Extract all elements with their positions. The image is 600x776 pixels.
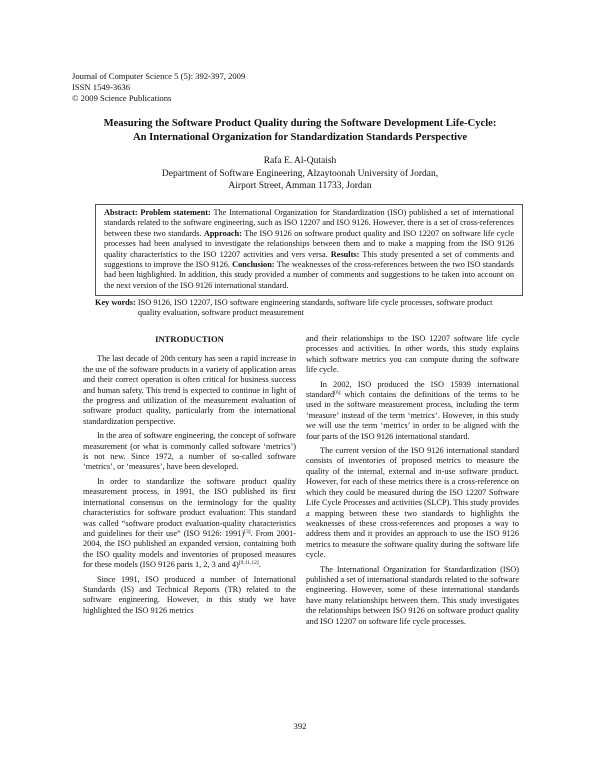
intro-paragraph-3-part-3: . (258, 560, 261, 570)
journal-info (72, 71, 245, 104)
citation-ref: [3] (244, 528, 251, 535)
intro-paragraph-4: Since 1991, ISO produced a number of International Standards (IS) and Technical Reports (TR) related to the software engineering. However, in this study we have highlighted the ISO 9126 metrics (83, 574, 296, 615)
title-line-2: An International Organization for Standardization Standards Perspective (132, 132, 468, 143)
abstract-box (95, 204, 523, 296)
right-column (306, 334, 519, 631)
approach-text: The ISO 9126 on software product quality and ISO 12207 on software life cycle processes had been analysed to investigate the relationships between them and to make a mapping from the ISO 9126 quality characteristics to the ISO 12207 activities and vers versa. (104, 228, 515, 259)
intro-paragraph-2: In the area of software engineering, the concept of software measurement (or what is commonly called software ‘metrics’) is not new. Since 1972, a number of so-called software ‘metrics’, or ‘measures’, have been developed. (83, 431, 296, 472)
problem-statement-text: The International Organization for Standardization (ISO) published a set of international standards related to the software engineering, such as ISO 12207 and ISO 9126. However, there is a set of cross-references between these two standards. (104, 208, 514, 238)
abstract-label: Abstract: (104, 208, 141, 217)
title-line-1: Measuring the Software Product Quality during the Software Development Life-Cycle: (103, 118, 497, 129)
journal-issn: ISSN 1549-3636 (72, 82, 131, 92)
intro-paragraph-6: The current version of the ISO 9126 international standard consists of inventories of proposed metrics to measure the quality of the internal, external and in-use software product. However, for each of these metrics there is a cross-reference on which they could be measured during the ISO 12207 Software Life Cycle Processes and activities (SLCP). This study provides a mapping between these two standards to highlights the weaknesses of these cross-references and proposes a way to address them and it provides an approach to use the ISO 9126 metrics to measure the software quality during the software life cycle. (306, 446, 519, 560)
problem-statement-label: Problem statement: (140, 208, 214, 217)
left-column (83, 334, 296, 620)
intro-paragraph-3-part-2: . From 2001-2004, the ISO published an expanded version, containing both the ISO quality models and inventories of proposed measures for these models (ISO 9126 parts 1, 2, 3 and 4) (83, 528, 296, 570)
author-block (60, 155, 540, 193)
citation-ref: [9,11,12] (238, 560, 259, 567)
journal-citation: Journal of Computer Science 5 (5): 392-397, 2009 (72, 71, 246, 81)
keywords-block (95, 298, 515, 319)
intro-paragraph-7: The International Organization for Standardization (ISO) published a set of international standards related to the software engineering. However, some of these international standards have many relationships between them. This study investigates the relationships between ISO 9126 on software product quality and ISO 12207 on software life cycle processes. (306, 564, 519, 626)
author-name: Rafa E. Al-Qutaish (263, 156, 337, 166)
intro-paragraph-4-continued: and their relationships to the ISO 12207 software life cycle processes and activities. In other words, this study explains which software metrics you can compute during the software life cycle. (306, 334, 519, 375)
intro-paragraph-1: The last decade of 20th century has seen a rapid increase in the use of the software products in a variety of application areas and their correct operation is often critical for business success and human safety. This trend is expected to continue in light of the progress and utilization of the measurement evaluation of software product quality, particularly from the international standardization perspective. (83, 354, 296, 426)
conclusion-text: The weaknesses of the cross-references between the two ISO standards had been highlighted. In addition, this study provided a number of comments and suggestions to be taken into account on the next version of the ISO 9126 international standard. (104, 260, 514, 290)
intro-paragraph-5-part-2: which contains the definitions of the terms to be used in the software measurement process, including the term ‘measure’ instead of the term ‘metrics’. However, in this study we will use the term ‘metrics’ in order to be aligned with the four parts of the ISO 9126 international standard. (306, 390, 519, 441)
journal-copyright: © 2009 Science Publications (72, 93, 172, 103)
keywords-text: ISO 9126, ISO 12207, ISO software engineering standards, software life cycle processes, software product quality evaluation, software product measurement (137, 298, 493, 318)
author-affiliation-2: Airport Street, Amman 11733, Jordan (228, 181, 372, 191)
results-text: This study presented a set of comments and suggestions to improve the ISO 9126. (104, 249, 514, 270)
keywords-label: Key words: (95, 298, 136, 307)
paper-title (60, 117, 540, 145)
intro-paragraph-3-part-1: In order to standardize the software product quality measurement process, in 1991, the ISO published its first international consensus on the terminology for the quality characteristics for software product evaluation: This standard was called “software product evaluation-quality characteristics and guidelines for their use” (ISO 9126: 1991) (83, 476, 296, 538)
author-affiliation-1: Department of Software Engineering, Alzaytoonah University of Jordan, (161, 168, 439, 179)
page-number: 392 (293, 721, 307, 731)
results-label: Results: (330, 249, 363, 259)
conclusion-label: Conclusion: (232, 260, 277, 270)
citation-ref: [6] (334, 390, 341, 397)
introduction-heading: INTRODUCTION (155, 334, 224, 344)
intro-paragraph-3 (83, 477, 296, 571)
intro-paragraph-5 (306, 380, 519, 442)
intro-paragraph-5-part-1: In 2002, ISO produced the ISO 15939 international standard (306, 379, 519, 400)
approach-label: Approach: (203, 228, 245, 238)
